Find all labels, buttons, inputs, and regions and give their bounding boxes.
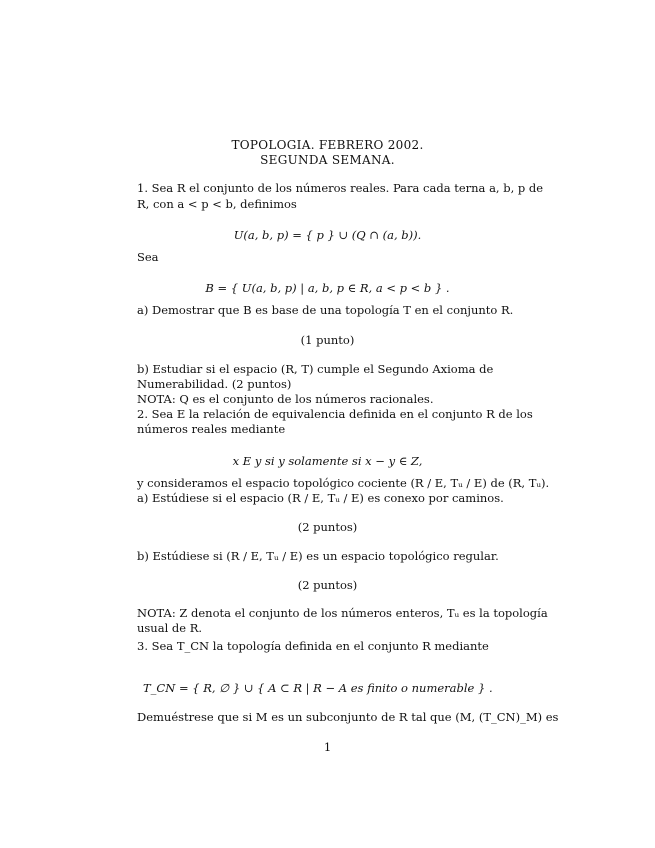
problem-2-part-b: b) Estúdiese si (R / E, Tᵤ / E) es un espacio topológico regular. — [137, 549, 499, 563]
problem-2-points-b: (2 puntos) — [297, 578, 358, 592]
problem-1-line-1: 1. Sea R el conjunto de los números reales. Para cada terna a, b, p de — [137, 181, 544, 195]
problem-2-line-2: números reales mediante — [137, 422, 286, 436]
problem-3-line-1: 3. Sea T_CN la topología definida en el conjunto R mediante — [137, 639, 489, 653]
title-line-2: SEGUNDA SEMANA. — [260, 153, 395, 167]
page-number: 1 — [323, 740, 332, 754]
problem-1-part-b-line-2: Numerabilidad. (2 puntos) — [137, 377, 292, 391]
problem-2-part-a: a) Estúdiese si el espacio (R / E, Tᵤ / E) es conexo por caminos. — [137, 491, 504, 505]
problem-3-line-2: Demuéstrese que si M es un subconjunto de R tal que (M, (T_CN)_M) es — [137, 710, 559, 724]
problem-2-line-3: y consideramos el espacio topológico cociente (R / E, Tᵤ / E) de (R, Tᵤ). — [137, 476, 550, 490]
equation-equivalence: x E y si y solamente si x − y ∈ Z, — [232, 454, 423, 468]
problem-1-part-b-line-1: b) Estudiar si el espacio (R, T) cumple el Segundo Axioma de — [137, 362, 494, 376]
problem-1-note: NOTA: Q es el conjunto de los números racionales. — [137, 392, 434, 406]
problem-1-line-2: R, con a < p < b, definimos — [137, 197, 297, 211]
problem-2-line-1: 2. Sea E la relación de equivalencia definida en el conjunto R de los — [137, 407, 533, 421]
problem-1-part-a: a) Demostrar que B es base de una topología T en el conjunto R. — [137, 303, 514, 317]
problem-2-note-line-1: NOTA: Z denota el conjunto de los números enteros, Tᵤ es la topología — [137, 606, 548, 620]
problem-2-points-a: (2 puntos) — [297, 520, 358, 534]
equation-tcn: T_CN = { R, ∅ } ∪ { A ⊂ R | R − A es finito o numerable } . — [143, 681, 493, 695]
problem-2-note-line-2: usual de R. — [137, 621, 203, 635]
equation-u: U(a, b, p) = { p } ∪ (Q ∩ (a, b)). — [233, 228, 422, 242]
problem-1-sea: Sea — [137, 250, 159, 264]
equation-b: B = { U(a, b, p) | a, b, p ∈ R, a < p < b } . — [205, 281, 450, 295]
problem-1-points-a: (1 punto) — [300, 333, 355, 347]
title-line-1: TOPOLOGIA. FEBRERO 2002. — [231, 138, 424, 152]
